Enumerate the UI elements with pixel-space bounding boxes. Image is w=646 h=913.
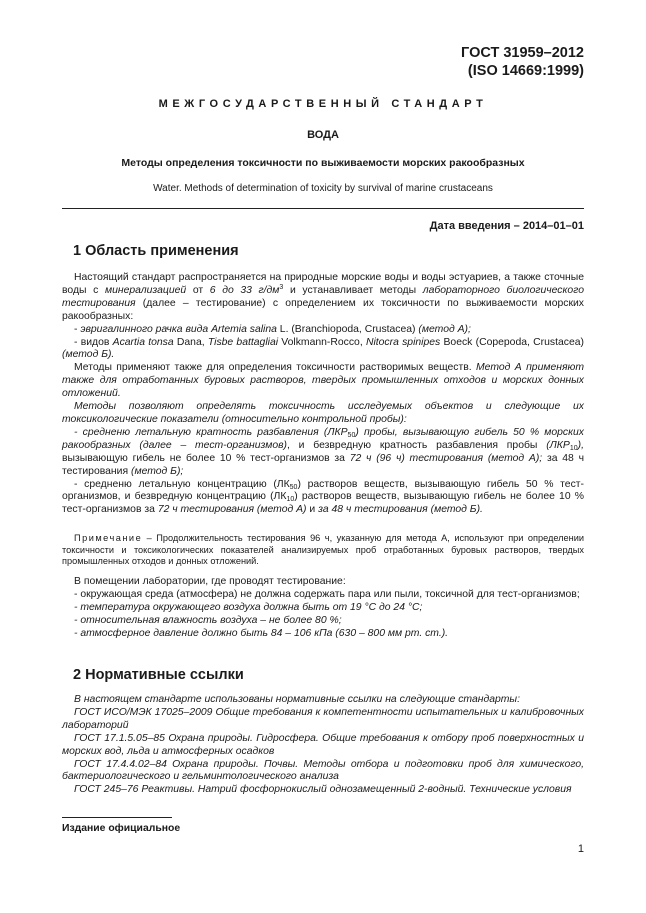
list-item-method-b: - видов Acartia tonsa Dana, Tisbe battagliai Volkmann-Rocco, Nitocra spinipes Boeck (Copepoda, Crustacea) (метод Б).: [62, 336, 584, 361]
standard-identifier: [461, 44, 584, 80]
paragraph-applicability: Методы применяют также для определения токсичности растворимых веществ. Метод А применяют также для отработанных буровых растворов, твердых промышленных отходов и морских донных отложений.: [62, 362, 584, 400]
lab-conditions: [62, 576, 584, 641]
reference-item: ГОСТ ИСО/МЭК 17025–2009 Общие требования к компетентности испытательных и калибровочных лабораторий: [62, 706, 584, 731]
document-title: ВОДА: [307, 129, 339, 141]
iso-number: (ISO 14669:1999): [467, 63, 584, 79]
section-2-body: [62, 694, 584, 797]
page-number: 1: [577, 843, 584, 855]
document-subtitle: Методы определения токсичности по выживаемости морских ракообразных: [121, 157, 525, 169]
paragraph-scope: Настоящий стандарт распространяется на природные морские воды и воды эстуариев, а также сточные воды с минерализацией от 6 до 33 $г/дм^3$ и устанавливает методы лабораторного биологического тестирования (далее – тестирование) с определением их токсичности по выживаемости морских ракообразных:: [62, 272, 584, 322]
list-item-pressure: - атмосферное давление должно быть 84 – 106 кПа (630 – 800 мм рт. ст.).: [74, 627, 449, 639]
section-1-body: [62, 272, 584, 517]
title-divider: [62, 208, 584, 209]
document-subtitle-english: Water. Methods of determination of toxicity by survival of marine crustaceans: [153, 183, 493, 194]
list-item-humidity: - относительная влажность воздуха – не более 80 %;: [74, 614, 342, 626]
paragraph-indicators: Методы позволяют определять токсичность исследуемых объектов и следующие их токсикологические показатели (относительно контрольной пробы):: [62, 401, 584, 425]
reference-item: ГОСТ 17.4.4.02–84 Охрана природы. Почвы. Методы отбора и подготовки проб для химического, бактериологического и гельминтологического анализа: [62, 758, 584, 783]
paragraph-references-intro: В настоящем стандарте использованы нормативные ссылки на следующие стандарты:: [74, 694, 520, 705]
footer-divider: [62, 817, 172, 818]
paragraph-lab-conditions: В помещении лаборатории, где проводят тестирование:: [74, 576, 346, 587]
list-item-lethal-dilution: - средненю летальную кратность разбавления $(ЛКР_{50})$ пробы, вызывающую гибель 50 % морских ракообразных (далее – тест-организмов), и безвредную кратность разбавления пробы $(ЛКР_{10})$, вызывающую гибель не более 10 % тест-организмов за 72 ч (96 ч) тестирования (метод А); за 48 ч тестирования (метод Б);: [62, 426, 585, 477]
list-item-temperature: - температура окружающего воздуха должна быть от 19 °С до 24 °С;: [74, 601, 423, 613]
section-1-heading: 1 Область применения: [73, 243, 239, 259]
note-label: Примечание: [74, 533, 143, 543]
note: [62, 533, 584, 568]
gost-number: ГОСТ 31959–2012: [461, 45, 584, 61]
introduction-date: Дата введения – 2014–01–01: [429, 220, 584, 232]
list-item-method-a: - эвригалинного рачка вида Artemia salina L. (Branchiopoda, Crustacea) (метод А);: [74, 323, 471, 335]
official-edition-label: Издание официальное: [62, 823, 181, 834]
reference-item: ГОСТ 17.1.5.05–85 Охрана природы. Гидросфера. Общие требования к отбору проб поверхностных и морских вод, льда и атмосферных осадков: [62, 732, 584, 757]
section-2-heading: 2 Нормативные ссылки: [73, 667, 244, 683]
list-item-atmosphere: - окружающая среда (атмосфера) не должна содержать пара или пыли, токсичной для тест-организмов;: [74, 588, 580, 600]
standard-type: МЕЖГОСУДАРСТВЕННЫЙ СТАНДАРТ: [158, 98, 488, 110]
note-text: – Продолжительность тестирования 96 ч, указанную для метода А, используют при определении токсичности и токсикологических показателей анализируемых проб отработанных буровых растворов, твердых промышленных отходов и донных отложений.: [62, 533, 584, 566]
reference-item: ГОСТ 245–76 Реактивы. Натрий фосфорнокислый однозамещенный 2-водный. Технические условия: [74, 784, 572, 796]
list-item-lethal-concentration: - средненю летальную концентрацию $(ЛК_{50})$ растворов веществ, вызывающую гибель 50 % тест-организмов, и безвредную концентрацию $(ЛК_{10})$ растворов веществ, вызывающую гибель не более 10 % тест-организмов за 72 ч тестирования (метод А) и за 48 ч тестирования (метод Б).: [62, 478, 584, 516]
